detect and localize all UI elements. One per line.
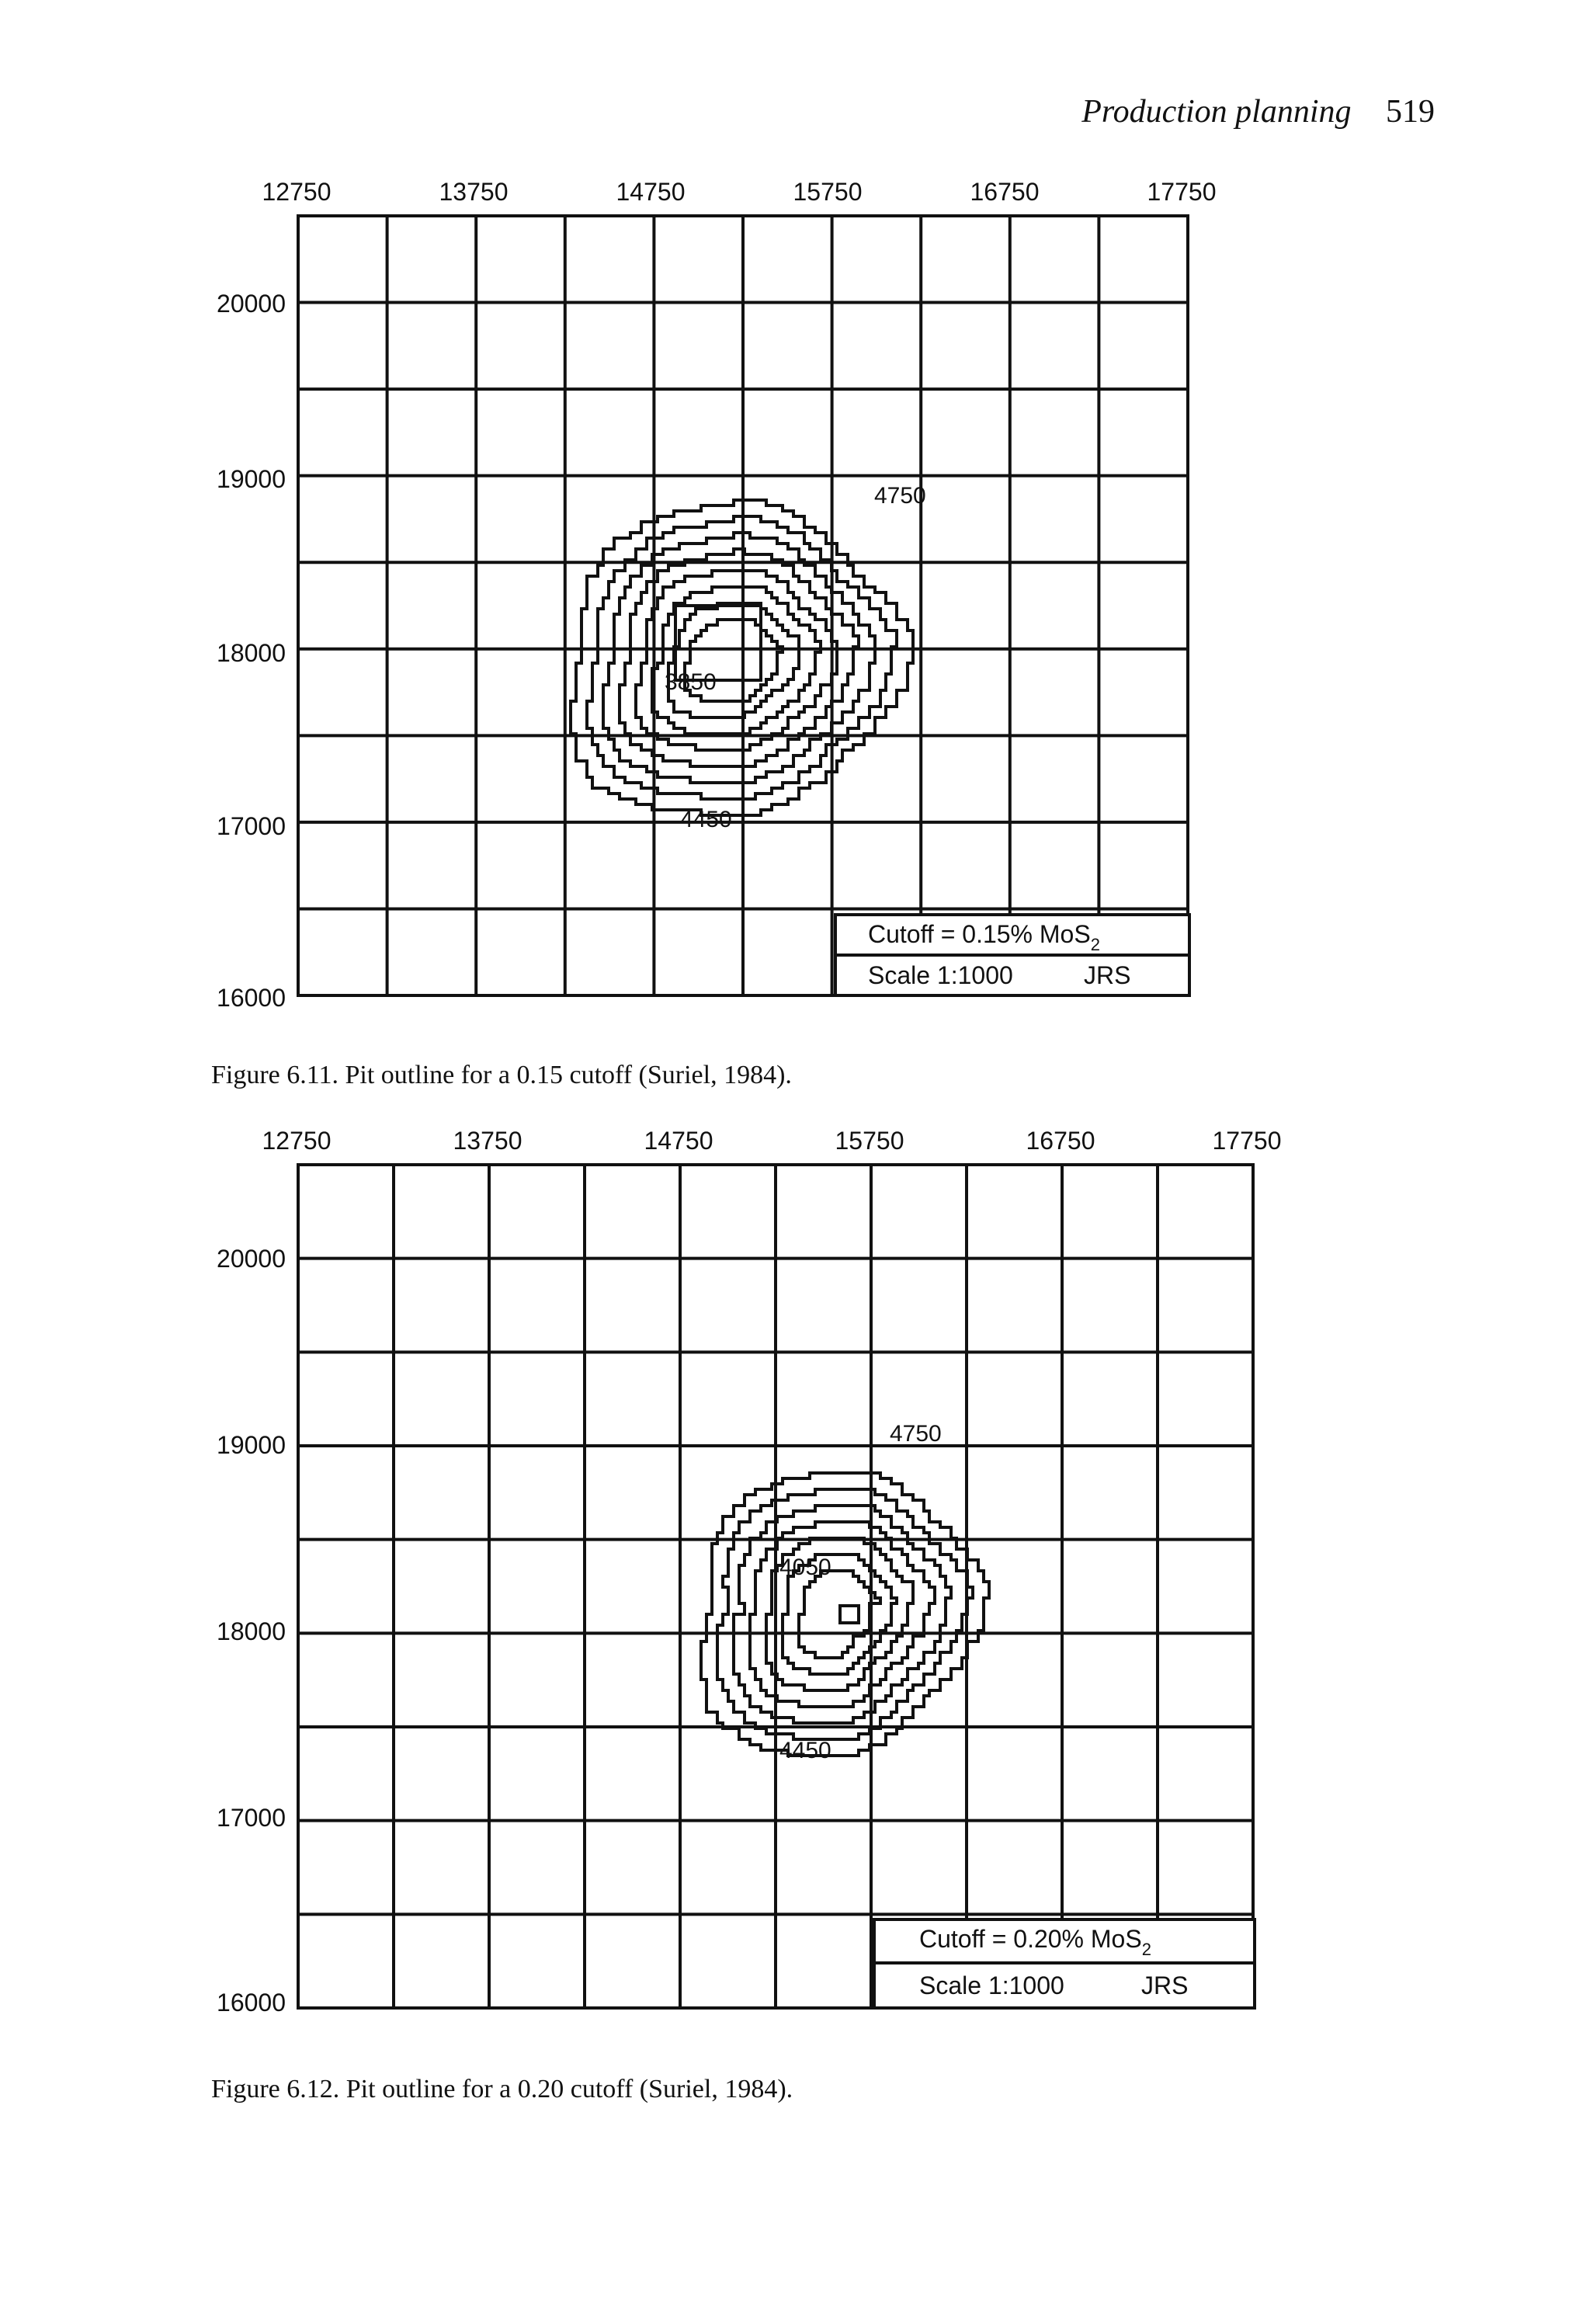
legend-scale: Scale 1:1000	[868, 961, 1013, 989]
legend-initials: JRS	[1084, 961, 1131, 989]
legend-scale: Scale 1:1000	[919, 1971, 1064, 1999]
x-tick-label: 13750	[453, 1127, 522, 1155]
contour-label-4750: 4750	[874, 483, 926, 509]
contour-label-4050: 4050	[779, 1555, 831, 1580]
running-title: Production planning	[1081, 94, 1352, 130]
y-tick-label: 17000	[217, 1804, 286, 1832]
legend-cutoff: Cutoff = 0.20% MoS$_2$	[919, 1925, 1151, 1959]
y-tick-label: 18000	[217, 639, 286, 667]
y-tick-label: 16000	[217, 1989, 286, 2017]
contour-label-3850: 3850	[665, 669, 717, 695]
y-tick-label: 20000	[217, 290, 286, 318]
pit-core-outline	[840, 1606, 859, 1623]
y-tick-label: 19000	[217, 465, 286, 493]
page-number: 519	[1386, 94, 1435, 130]
figure-6-12-x-axis-labels	[262, 1127, 1282, 1155]
y-tick-label: 18000	[217, 1617, 286, 1645]
x-tick-label: 14750	[616, 178, 686, 206]
figure-6-12-grid	[298, 1165, 1253, 2008]
contour-label-4450: 4450	[680, 807, 732, 832]
contour-label-4750: 4750	[890, 1421, 942, 1447]
y-tick-label: 19000	[217, 1431, 286, 1459]
x-tick-label: 15750	[793, 178, 863, 206]
figure-6-12-caption: Figure 6.12. Pit outline for a 0.20 cutoff (Suriel, 1984).	[211, 2075, 793, 2103]
x-tick-label: 16750	[1026, 1127, 1095, 1155]
x-tick-label: 17750	[1212, 1127, 1282, 1155]
y-tick-label: 20000	[217, 1245, 286, 1273]
figure-6-12-y-axis-labels	[217, 1245, 286, 2017]
y-tick-label: 17000	[217, 812, 286, 840]
legend-cutoff: Cutoff = 0.15% MoS$_2$	[868, 920, 1100, 954]
x-tick-label: 13750	[439, 178, 509, 206]
x-tick-label: 15750	[835, 1127, 904, 1155]
contour-label-4450: 4450	[779, 1738, 831, 1763]
legend-initials: JRS	[1141, 1971, 1189, 1999]
x-tick-label: 17750	[1147, 178, 1217, 206]
x-tick-label: 14750	[644, 1127, 713, 1155]
figure-6-12-contours	[701, 1473, 989, 1756]
y-tick-label: 16000	[217, 984, 286, 1012]
figure-6-11-caption: Figure 6.11. Pit outline for a 0.15 cutoff (Suriel, 1984).	[211, 1061, 792, 1089]
x-tick-label: 16750	[970, 178, 1040, 206]
x-tick-label: 12750	[262, 178, 332, 206]
x-tick-label: 12750	[262, 1127, 332, 1155]
